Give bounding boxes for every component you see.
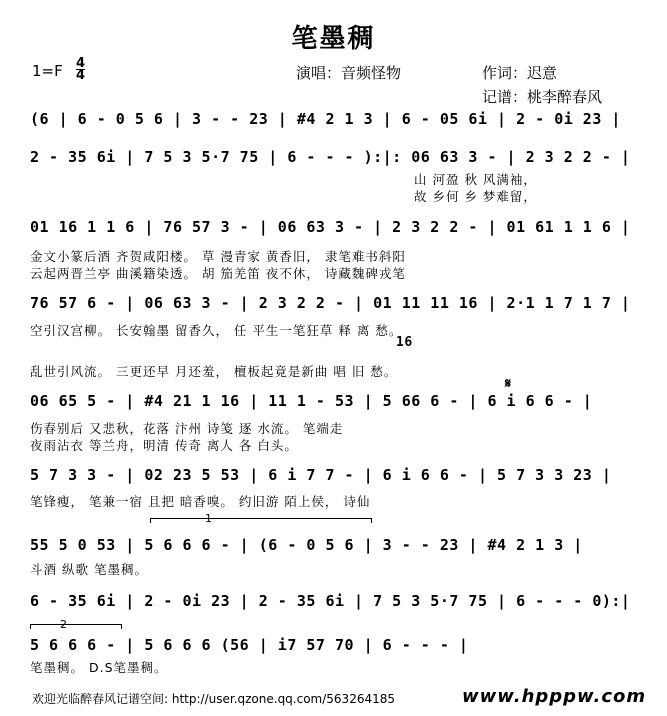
score-row-7: 55 5 0 53 | 5 6 6 6 - | (6 - 0 5 6 | 3 - - 23 | #4 2 1 3 | [30, 536, 583, 554]
alt-notes: 16 [396, 335, 413, 350]
score-row-6: 5 7 3 3 - | 02 23 5 53 | 6 i 7 7 - | 6 i 6 6 - | 5 7 3 3 23 | [30, 466, 612, 484]
lyric-row-9a: 笔墨稠。 D.S笔墨稠。 [30, 660, 168, 675]
time-signature [76, 58, 85, 81]
segno-mark: 𝄋 [505, 376, 512, 392]
lyric-row-6a: 笔锋瘦， 笔兼一宿 且把 暗香嗅。 约旧游 陌上侯， 诗仙 [30, 494, 371, 509]
score-row-9: 5 6 6 6 - | 5 6 6 6 (56 | i7 57 70 | 6 - - - | [30, 636, 469, 654]
lyric-row-4b: 乱世引风流。 三更还早 月还羞， 檀板起竟是新曲 唱 旧 愁。 [30, 364, 398, 379]
score-row-2: 2 - 35 6i | 7 5 3 5·7 75 | 6 - - - ):|: 06 63 3 - | 2 3 2 2 - | [30, 148, 631, 166]
time-denominator: 4 [76, 68, 86, 83]
score-row-5: 06 65 5 - | #4 21 1 16 | 11 1 - 53 | 5 66 6 - | 6 i 6 6 - | [30, 392, 593, 410]
lyric-row-2a: 山 河盈 秋 风满袖， [414, 172, 537, 187]
volta-2-label: 2 [60, 618, 67, 631]
volta-1-label: 1 [205, 512, 212, 525]
lyric-row-5a: 伤春别后 又悲秋，花落 汴州 诗笺 逐 水流。 笔端走 [30, 421, 344, 436]
lyric-row-4a: 空引汉宫柳。 长安翰墨 留香久， 任 平生一笔狂草 释 离 愁。 [30, 323, 403, 338]
lyricist-credit: 作词：迟意 [482, 64, 558, 82]
lyric-row-7a: 斗酒 纵歌 笔墨稠。 [30, 562, 148, 577]
site-watermark: www.hpppw.com [462, 686, 647, 707]
score-row-8: 6 - 35 6i | 2 - 0i 23 | 2 - 35 6i | 7 5 3 5·7 75 | 6 - - - 0):| [30, 592, 631, 610]
lyric-row-5b: 夜雨沾衣 等兰舟，明清 传奇 离人 各 白头。 [30, 438, 298, 453]
time-numerator: 4 [76, 56, 86, 71]
footer-text: 欢迎光临醉春风记谱空间: http://user.qzone.qq.com/563264185 [32, 692, 396, 706]
score-row-4: 76 57 6 - | 06 63 3 - | 2 3 2 2 - | 01 11 11 16 | 2·1 1 7 1 7 | [30, 294, 631, 312]
volta-2-bracket [30, 624, 122, 629]
score-row-1: (6 | 6 - 0 5 6 | 3 - - 23 | #4 2 1 3 | 6 - 05 6i | 2 - 0i 23 | [30, 110, 621, 128]
volta-1-bracket [150, 518, 372, 523]
key-signature: 1=F [32, 62, 63, 80]
song-title: 笔墨稠 [291, 24, 376, 54]
transcriber-credit: 记谱：桃李醉春风 [482, 88, 603, 106]
lyric-row-3b: 云起两晋兰亭 曲溪籍染透。 胡 笳羌笛 夜不休， 诗藏魏碑戎笔 [30, 266, 406, 281]
singer-credit: 演唱：音频怪物 [296, 64, 402, 82]
score-row-3: 01 16 1 1 6 | 76 57 3 - | 06 63 3 - | 2 3 2 2 - | 01 61 1 1 6 | [30, 218, 631, 236]
lyric-row-2b: 故 乡何 乡 梦难留， [414, 189, 537, 204]
lyric-row-3a: 金文小篆后酒 齐贺咸阳楼。 草 漫青家 黄香旧， 隶笔难书斜阳 [30, 249, 406, 264]
